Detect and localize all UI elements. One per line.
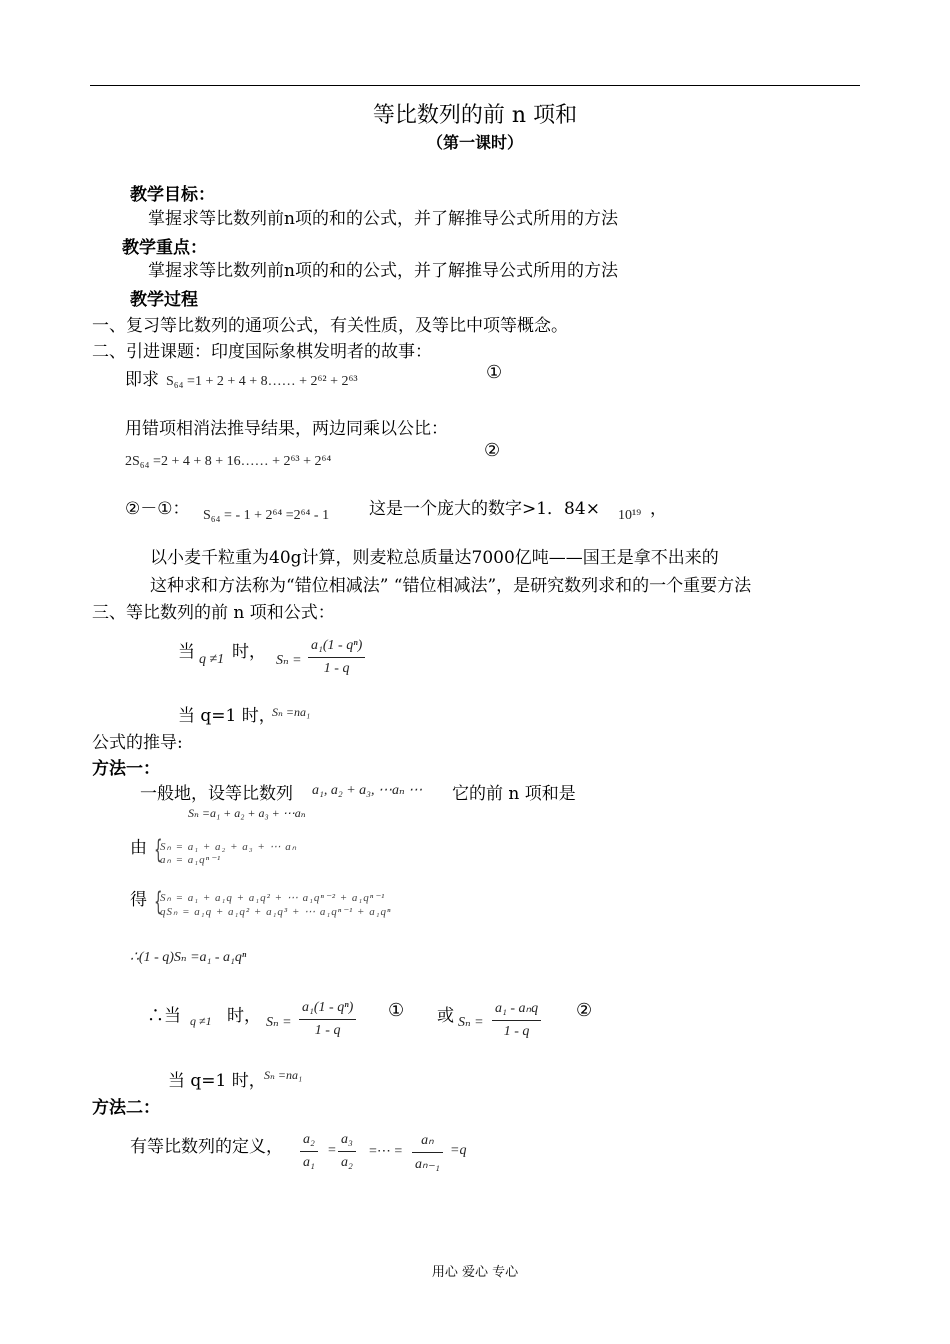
fraction-numerator: a₁(1 - qⁿ) xyxy=(311,638,363,653)
ratio-equals-1: = xyxy=(328,1143,336,1158)
equation-2: 2S₆₄ =2 + 4 + 8 + 16…… + 2⁶³ + 2⁶⁴ xyxy=(125,454,332,469)
system-2-line-2: qSₙ = a₁q + a₁q² + a₁q³ + ⋯ a₁qⁿ⁻¹ + a₁qⁿ xyxy=(160,906,392,918)
ratio-3-numerator: aₙ xyxy=(421,1133,434,1148)
formula-1-fraction xyxy=(299,1000,356,1039)
general-text: 一般地，设等比数列 xyxy=(140,784,293,804)
you-label: 由 xyxy=(130,838,147,858)
page-title: 等比数列的前 n 项和 xyxy=(372,103,578,128)
huge-number-text: 这是一个庞大的数字>1．84× xyxy=(369,499,600,519)
ratio-equals-2: =⋯ = xyxy=(369,1144,403,1159)
formula-2-denominator: 1 - q xyxy=(503,1024,530,1039)
shi-label-b: 时， xyxy=(227,1006,261,1026)
step-3: 三、等比数列的前 n 项和公式： xyxy=(92,603,335,623)
sn-sum-expression: Sₙ =a₁ + a₂ + a₃ + ⋯aₙ xyxy=(188,806,306,820)
step-2: 二、引进课题：印度国际象棋发明者的故事： xyxy=(92,342,432,362)
process-heading: 教学过程 xyxy=(130,290,198,310)
circle-mark-2-b: ② xyxy=(576,1000,593,1021)
equation-1: S₆₄ =1 + 2 + 4 + 8…… + 2⁶² + 2⁶³ xyxy=(166,374,358,389)
sn-equals-b: Sₙ = xyxy=(266,1015,292,1030)
condition-q-ne-1: q ≠1 xyxy=(199,652,225,667)
ratio-1-denominator: a₁ xyxy=(303,1155,315,1170)
ratio-3-bar xyxy=(412,1152,443,1153)
or-label: 或 xyxy=(437,1006,454,1026)
ratio-2-bar xyxy=(338,1151,356,1152)
system-2-line-1: Sₙ = a₁ + a₁q + a₁q² + ⋯ a₁qⁿ⁻² + a₁qⁿ⁻¹ xyxy=(160,892,386,904)
page-footer: 用心 爱心 专心 xyxy=(431,1265,519,1280)
system-1-line-1: Sₙ = a₁ + a₂ + a₃ + ⋯ aₙ xyxy=(160,841,298,853)
ratio-1-numerator: a₂ xyxy=(303,1132,315,1147)
wheat-text: 以小麦千粒重为40g计算，则麦粒总质量达7000亿吨——国王是拿不出来的 xyxy=(150,548,719,568)
ratio-3-denominator: aₙ₋₁ xyxy=(415,1157,440,1172)
ratio-1-fraction xyxy=(300,1132,318,1171)
diff-label: ②－①： xyxy=(125,499,190,519)
formula-1-denominator: 1 - q xyxy=(314,1023,341,1038)
goal-heading: 教学目标： xyxy=(130,185,215,205)
sn-na1-b: Sₙ =na₁ xyxy=(264,1068,303,1082)
ratio-1-bar xyxy=(300,1151,318,1152)
therefore-dang: ∴当 xyxy=(147,1006,181,1026)
method-name-text: 这种求和方法称为“错位相减法” “错位相减法”，是研究数列求和的一个重要方法 xyxy=(150,576,752,596)
step-1: 一、复习等比数列的通项公式，有关性质，及等比中项等概念。 xyxy=(92,316,568,336)
sum-formula-fraction xyxy=(308,638,365,677)
ratio-3-fraction xyxy=(412,1132,443,1173)
ji-qiu-label: 即求 xyxy=(125,370,159,390)
formula-1-bar xyxy=(299,1019,356,1020)
q-equals-1-text-b: 当 q=1 时， xyxy=(168,1071,266,1091)
method-2-heading: 方法二： xyxy=(92,1098,160,1118)
huge-number-power: 10¹⁹ xyxy=(618,508,642,523)
huge-number-comma: ， xyxy=(650,499,667,519)
cuo-xiang-text: 用错项相消法推导结果，两边同乘以公比： xyxy=(125,419,448,439)
system-2-brace: { xyxy=(154,887,163,917)
formula-2-fraction xyxy=(492,1000,541,1040)
equation-3: S₆₄ = - 1 + 2⁶⁴ =2⁶⁴ - 1 xyxy=(203,508,330,523)
formula-2-bar xyxy=(492,1020,541,1021)
first-n-text: 它的前 n 项和是 xyxy=(452,784,576,804)
ratio-2-fraction xyxy=(338,1132,356,1171)
page-subtitle: （第一课时） xyxy=(426,133,523,152)
circle-mark-1: ① xyxy=(486,362,503,383)
circle-mark-1-b: ① xyxy=(388,1000,405,1021)
fraction-bar xyxy=(308,657,365,658)
shi-label: 时， xyxy=(232,642,266,662)
ratio-2-numerator: a₃ xyxy=(341,1132,353,1147)
ratio-q: =q xyxy=(450,1143,467,1158)
de-label: 得 xyxy=(130,890,147,910)
circle-mark-2: ② xyxy=(484,440,501,461)
sn-equals-c: Sₙ = xyxy=(458,1015,484,1030)
sequence-terms: a₁, a₂ + a₃, ⋯aₙ ⋯ xyxy=(312,783,423,798)
fraction-denominator: 1 - q xyxy=(323,661,350,676)
method-1-heading: 方法一： xyxy=(92,759,160,779)
ratio-2-denominator: a₂ xyxy=(341,1155,353,1170)
sn-na1: Sₙ =na₁ xyxy=(272,705,311,719)
sn-equals: Sₙ = xyxy=(276,653,302,668)
condition-q-ne-1-b: q ≠1 xyxy=(190,1014,212,1028)
goal-text: 掌握求等比数列前n项的和的公式，并了解推导公式所用的方法 xyxy=(148,209,618,229)
derivation-heading: 公式的推导: xyxy=(92,733,183,753)
header-rule xyxy=(90,85,860,86)
therefore-equation: ∴(1 - q)Sₙ =a₁ - a₁qⁿ xyxy=(130,950,247,965)
formula-1-numerator: a₁(1 - qⁿ) xyxy=(302,1000,354,1015)
dang-label: 当 xyxy=(178,642,195,662)
system-1-brace: { xyxy=(154,835,163,865)
formula-2-numerator: a₁ - aₙq xyxy=(495,1001,539,1016)
q-equals-1-text: 当 q=1 时， xyxy=(178,706,276,726)
key-text: 掌握求等比数列前n项的和的公式，并了解推导公式所用的方法 xyxy=(148,261,618,281)
key-heading: 教学重点： xyxy=(122,238,207,258)
definition-text: 有等比数列的定义， xyxy=(130,1137,283,1157)
system-1-line-2: aₙ = a₁qⁿ⁻¹ xyxy=(160,854,222,866)
